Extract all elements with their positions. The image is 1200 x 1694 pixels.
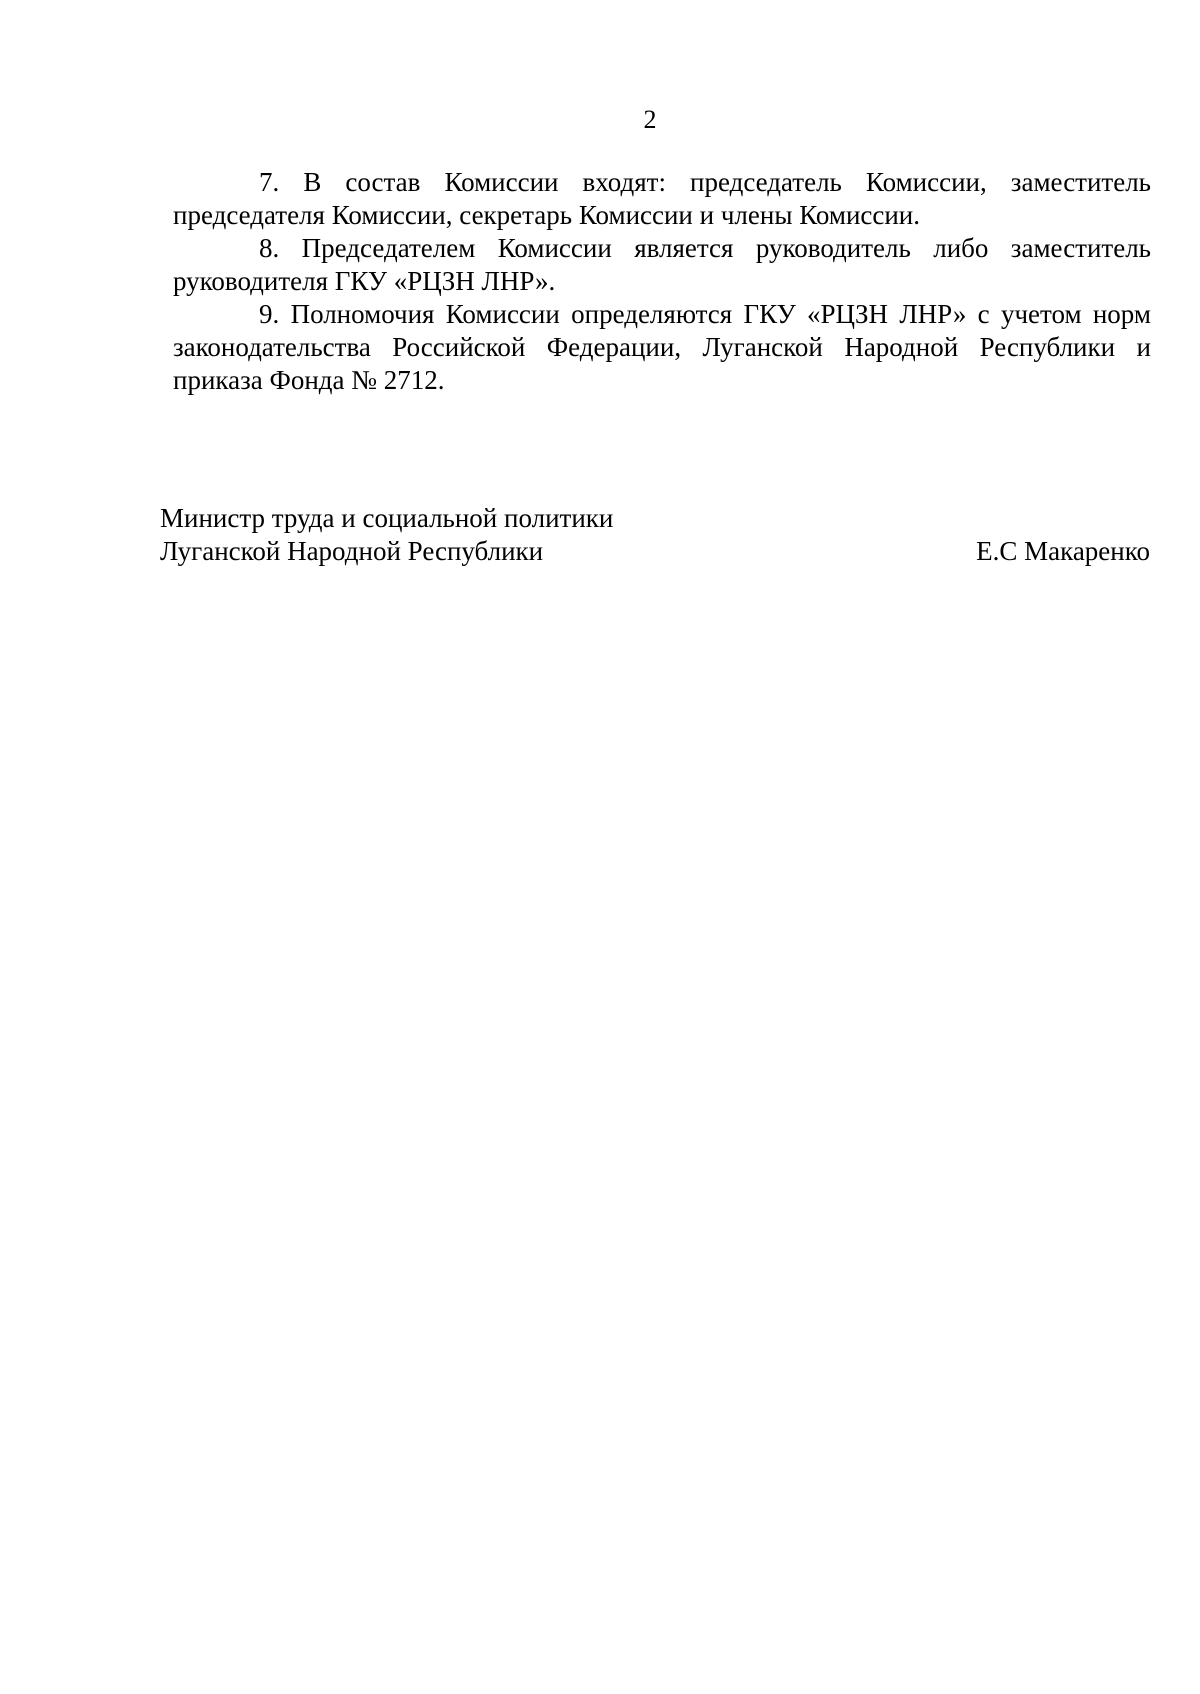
paragraph-9: 9. Полномочия Комиссии определяются ГКУ «РЦЗН ЛНР» с учетом норм законодательства Российской Федерации, Луганской Народной Республики и приказа Фонда № 2712. (173, 299, 1151, 395)
signatory-name: Е.С Макаренко (976, 536, 1150, 566)
signature-row (160, 535, 1150, 568)
page-number: 2 (643, 105, 657, 134)
paragraph-8: 8. Председателем Комиссии является руководитель либо заместитель руководителя ГКУ «РЦЗН ЛНР». (173, 233, 1151, 296)
document-body (173, 166, 1151, 397)
signatory-title-line2: Луганской Народной Республики (160, 536, 544, 566)
signatory-title-line1: Министр труда и социальной политики (160, 503, 614, 533)
paragraph-7: 7. В состав Комиссии входят: председатель Комиссии, заместитель председателя Комиссии, секретарь Комиссии и члены Комиссии. (173, 167, 1151, 230)
signature-block (160, 502, 1150, 568)
